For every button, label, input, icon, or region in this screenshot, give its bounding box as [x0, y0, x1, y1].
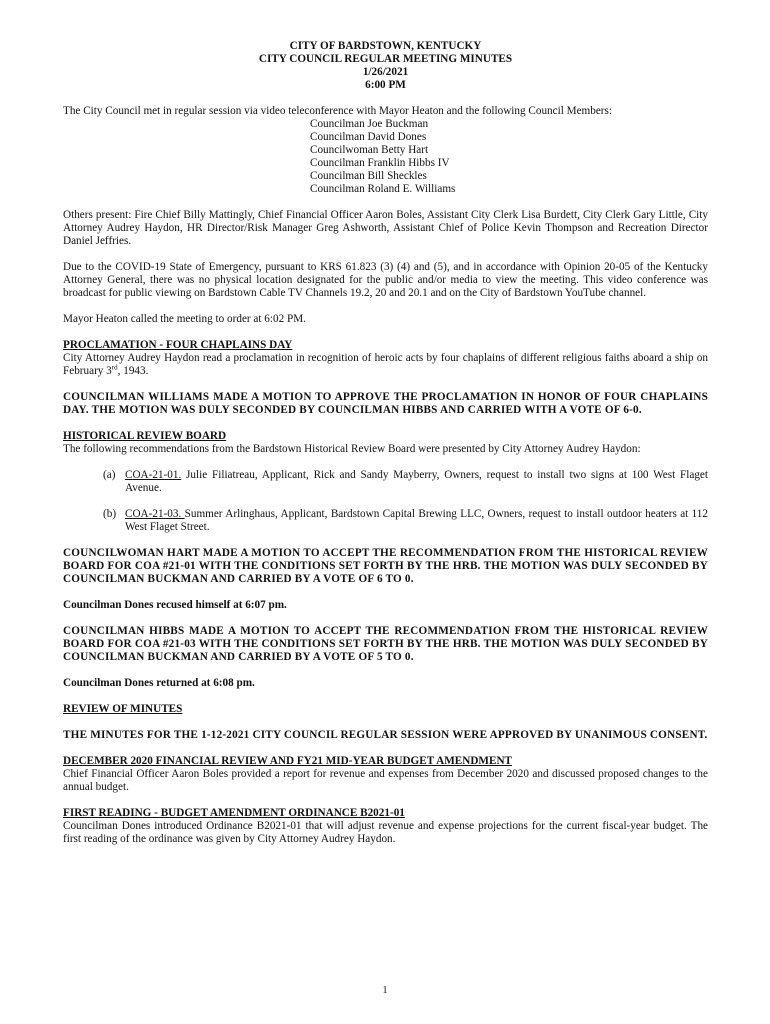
minutes-approval: THE MINUTES FOR THE 1-12-2021 CITY COUNCIL REGULAR SESSION WERE APPROVED BY UNANIMOUS CONSENT.	[63, 729, 708, 741]
proclamation-paragraph	[63, 352, 708, 378]
member-item: Councilman Joe Buckman	[310, 118, 429, 130]
coa-code: COA-21-03.	[125, 508, 185, 520]
member-item: Councilman David Dones	[310, 131, 427, 143]
budget-review-heading: DECEMBER 2020 FINANCIAL REVIEW AND FY21 MID-YEAR BUDGET AMENDMENT	[63, 755, 512, 767]
item-label: (b)	[103, 508, 117, 520]
council-members-list	[310, 118, 708, 196]
minutes-heading: REVIEW OF MINUTES	[63, 703, 183, 715]
returned-note: Councilman Dones returned at 6:08 pm.	[63, 677, 255, 689]
coa-description: Summer Arlinghaus, Applicant, Bardstown Capital Brewing LLC, Owners, request to install outdoor heaters at 112 West Flaget Street.	[125, 508, 708, 533]
call-to-order: Mayor Heaton called the meeting to order at 6:02 PM.	[63, 313, 306, 325]
member-item: Councilman Roland E. Williams	[310, 183, 456, 195]
proclamation-text: City Attorney Audrey Haydon read a proclamation in recognition of heroic acts by four chaplains of different religious faiths aboard a ship on February 3	[63, 352, 708, 377]
proclamation-year: , 1943.	[117, 365, 149, 377]
member-item: Councilman Franklin Hibbs IV	[310, 157, 450, 169]
member-item: Councilwoman Betty Hart	[310, 144, 429, 156]
hrb-item-a	[63, 469, 708, 495]
budget-review-paragraph: Chief Financial Officer Aaron Boles provided a report for revenue and expenses from December 2020 and discussed proposed changes to the annual budget.	[63, 768, 708, 793]
header-time: 6:00 PM	[365, 79, 406, 91]
coa-code: COA-21-01.	[125, 469, 182, 481]
covid-paragraph: Due to the COVID-19 State of Emergency, pursuant to KRS 61.823 (3) (4) and (5), and in accordance with Opinion 20-05 of the Kentucky Attorney General, there was no physical location designated for the public and/or media to view the meeting. This video conference was broadcast for public viewing on Bardstown Cable TV Channels 19.2, 20 and 20.1 and on the City of Bardstown YouTube channel.	[63, 261, 708, 299]
hrb-heading: HISTORICAL REVIEW BOARD	[63, 430, 227, 442]
hrb-motion-2: COUNCILMAN HIBBS MADE A MOTION TO ACCEPT THE RECOMMENDATION FROM THE HISTORICAL REVIEW BOARD FOR COA #21-03 WITH THE CONDITIONS SET FORTH BY THE HRB. THE MOTION WAS DULY SECONDED BY COUNCILMAN BUCKMAN AND CARRIED BY A VOTE OF 5 TO 0.	[63, 625, 708, 663]
header-date: 1/26/2021	[362, 66, 409, 78]
hrb-motion-1: COUNCILWOMAN HART MADE A MOTION TO ACCEPT THE RECOMMENDATION FROM THE HISTORICAL REVIEW BOARD FOR COA #21-01 WITH THE CONDITIONS SET FORTH BY THE HRB. THE MOTION WAS DULY SECONDED BY COUNCILMAN BUCKMAN AND CARRIED BY A VOTE OF 6 TO 0.	[63, 547, 708, 585]
coa-description: Julie Filiatreau, Applicant, Rick and Sandy Mayberry, Owners, request to install two signs at 100 West Flaget Avenue.	[125, 469, 708, 494]
proclamation-motion: COUNCILMAN WILLIAMS MADE A MOTION TO APPROVE THE PROCLAMATION IN HONOR OF FOUR CHAPLAINS DAY. THE MOTION WAS DULY SECONDED BY COUNCILMAN HIBBS AND CARRIED WITH A VOTE OF 6-0.	[63, 391, 708, 416]
hrb-paragraph: The following recommendations from the Bardstown Historical Review Board were presented by City Attorney Audrey Haydon:	[63, 443, 641, 455]
ordinal-suffix: rd	[111, 363, 118, 372]
intro-paragraph: The City Council met in regular session via video teleconference with Mayor Heaton and the following Council Members:	[63, 105, 612, 117]
member-item: Councilman Bill Sheckles	[310, 170, 427, 182]
header-title: CITY COUNCIL REGULAR MEETING MINUTES	[258, 53, 513, 65]
first-reading-paragraph: Councilman Dones introduced Ordinance B2021-01 that will adjust revenue and expense projections for the current fiscal-year budget. The first reading of the ordinance was given by City Attorney Audrey Haydon.	[63, 820, 708, 845]
item-label: (a)	[103, 469, 116, 481]
hrb-item-b	[63, 508, 708, 534]
document-header	[63, 40, 708, 92]
header-city: CITY OF BARDSTOWN, KENTUCKY	[289, 40, 482, 52]
recused-note: Councilman Dones recused himself at 6:07 pm.	[63, 599, 287, 611]
proclamation-heading: PROCLAMATION - FOUR CHAPLAINS DAY	[63, 339, 293, 351]
others-present-paragraph: Others present: Fire Chief Billy Mattingly, Chief Financial Officer Aaron Boles, Assistant City Clerk Lisa Burdett, City Clerk Gary Little, City Attorney Audrey Haydon, HR Director/Risk Manager Greg Ashworth, Assistant Chief of Police Kevin Thompson and Recreation Director Daniel Jeffries.	[63, 209, 708, 247]
minutes-page	[63, 40, 708, 846]
page-number: 1	[382, 985, 388, 996]
first-reading-heading: FIRST READING - BUDGET AMENDMENT ORDINANCE B2021-01	[63, 807, 405, 819]
